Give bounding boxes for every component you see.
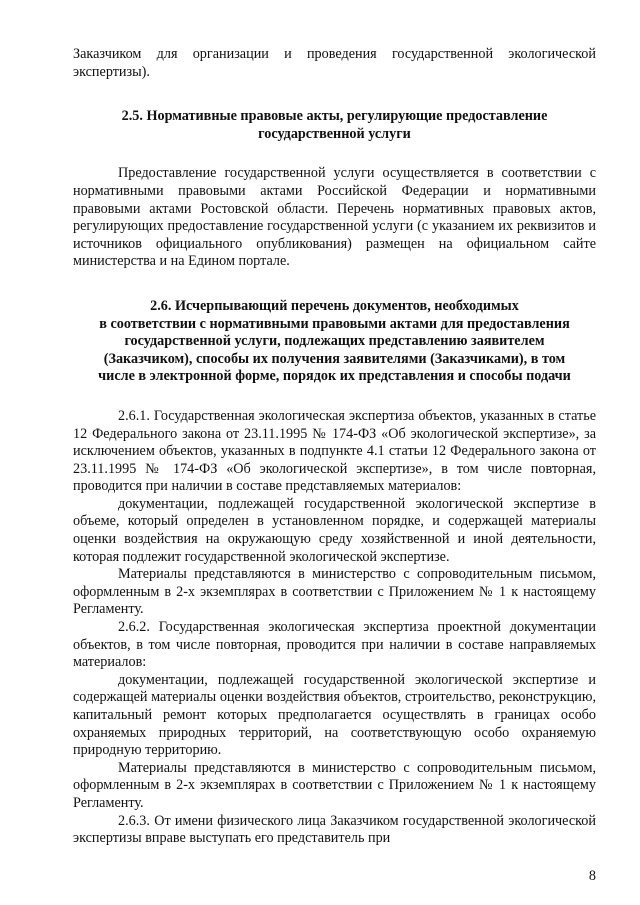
paragraph-2-6-2: 2.6.2. Государственная экологическая экспертиза проектной документации объектов, в том числе повторная, проводится при наличии в составе направляемых материалов: xyxy=(73,619,596,671)
page-number: 8 xyxy=(588,868,596,884)
intro-paragraph: Заказчиком для организации и проведения государственной экологической экспертизы). xyxy=(73,46,596,80)
heading-line: числе в электронной форме, порядок их представления и способы подачи xyxy=(98,368,571,385)
section-2-6-heading xyxy=(73,298,596,386)
section-2-5-heading xyxy=(73,108,596,143)
paragraph-2-6-3: 2.6.3. От имени физического лица Заказчиком государственной экологической экспертизы вправе выступать его представитель при xyxy=(73,812,596,847)
heading-line: государственной услуги xyxy=(258,125,411,142)
section-2-5-paragraph: Предоставление государственной услуги осуществляется в соответствии с нормативными правовыми актами Российской Федерации и нормативными правовыми актами Ростовской области. Перечень нормативных правовых актов, регулирующих предоставление государственной услуги (с указанием их реквизитов и источников официального опубликования) размещен на официальном сайте министерства и на Едином портале. xyxy=(73,165,596,270)
heading-line: 2.5. Нормативные правовые акты, регулирующие предоставление xyxy=(121,108,548,125)
paragraph-materials: Материалы представляются в министерство с сопроводительным письмом, оформленным в 2-х экземплярах в соответствии с Приложением № 1 к настоящему Регламенту. xyxy=(73,759,596,811)
paragraph-2-6-1: 2.6.1. Государственная экологическая экспертиза объектов, указанных в статье 12 Федерального закона от 23.11.1995 № 174-ФЗ «Об экологической экспертизе», за исключением объектов, указанных в подпункте 4.1 статьи 12 Федерального закона от 23.11.1995 № 174-ФЗ «Об экологической экспертизе», в том числе повторная, проводится при наличии в составе представляемых материалов: xyxy=(73,407,596,495)
heading-line: (Заказчиком), способы их получения заявителями (Заказчиками), в том xyxy=(103,350,566,367)
paragraph-materials: Материалы представляются в министерство с сопроводительным письмом, оформленным в 2-х экземплярах в соответствии с Приложением № 1 к настоящему Регламенту. xyxy=(73,566,596,618)
heading-line: государственной услуги, подлежащих представлению заявителем xyxy=(124,333,545,350)
paragraph-documentation: документации, подлежащей государственной экологической экспертизе в объеме, который определен в установленном порядке, и содержащей материалы оценки воздействия на окружающую среду хозяйственной и иной деятельности, которая подлежит государственной экологической экспертизе. xyxy=(73,495,596,565)
paragraph-documentation: документации, подлежащей государственной экологической экспертизе и содержащей материалы оценки воздействия объектов, строительство, реконструкцию, капитальный ремонт которых предполагается осуществлять в границах особо охраняемых природных территорий, на соответствующую особо охраняемую природную территорию. xyxy=(73,671,596,759)
heading-line: 2.6. Исчерпывающий перечень документов, необходимых xyxy=(150,297,519,314)
heading-line: в соответствии с нормативными правовыми актами для предоставления xyxy=(99,315,570,332)
